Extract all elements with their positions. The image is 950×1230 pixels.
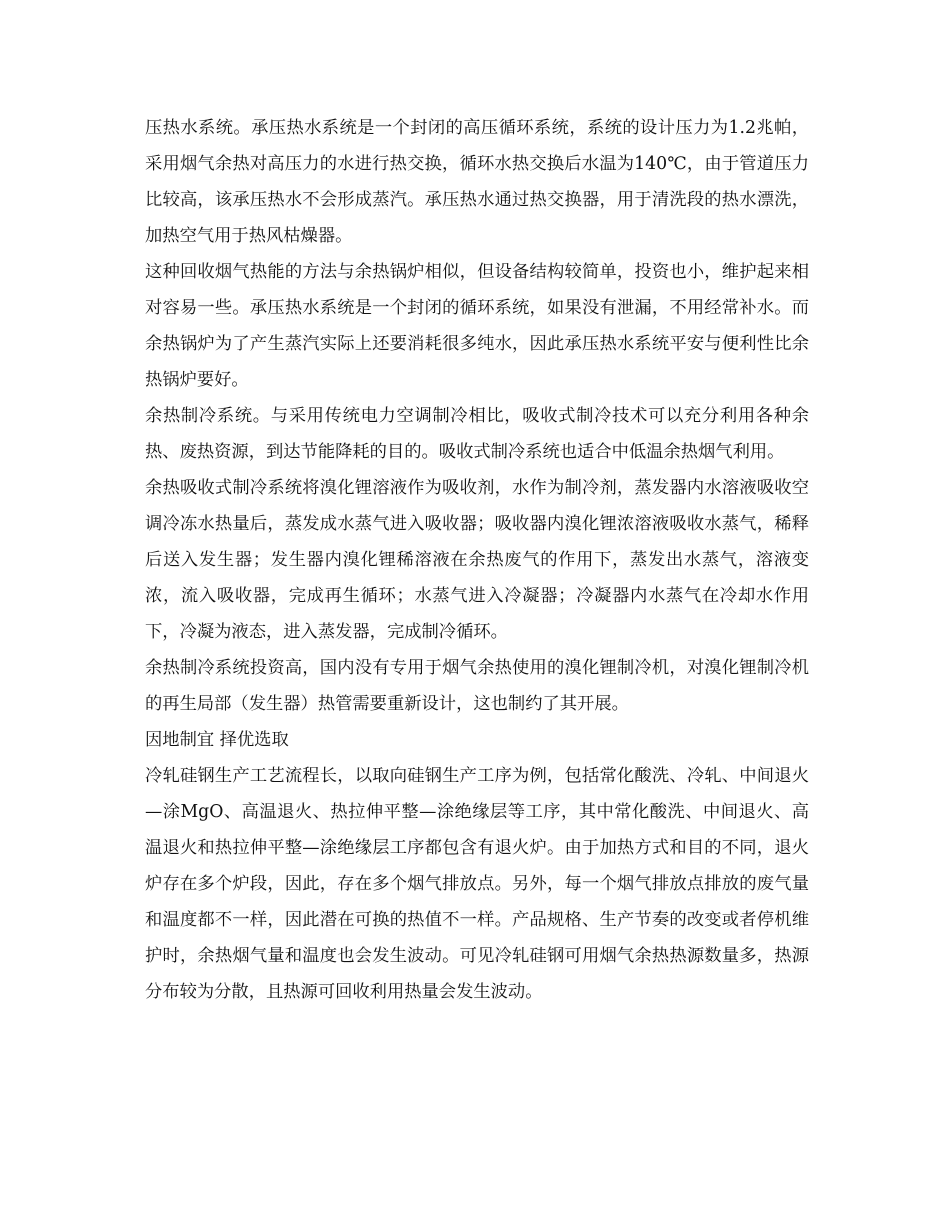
paragraph-cooling-investment: 余热制冷系统投资高，国内没有专用于烟气余热使用的溴化锂制冷机，对溴化锂制冷机的再生局部（发生器）热管需要重新设计，这也制约了其开展。 bbox=[145, 658, 809, 714]
paragraph-waste-heat-cooling: 余热制冷系统。与采用传统电力空调制冷相比，吸收式制冷技术可以充分利用各种余热、废热资源，到达节能降耗的目的。吸收式制冷系统也适合中低温余热烟气利用。 bbox=[145, 406, 809, 462]
paragraph-pressurized-hot-water: 压热水系统。承压热水系统是一个封闭的高压循环系统，系统的设计压力为1.2兆帕，采用烟气余热对高压力的水进行热交换，循环水热交换后水温为140℃，由于管道压力比较高，该承压热水不会形成蒸汽。承压热水通过热交换器，用于清洗段的热水漂洗，加热空气用于热风枯燥器。 bbox=[145, 118, 809, 246]
paragraph-heat-recovery-comparison: 这种回收烟气热能的方法与余热锅炉相似，但设备结构较简单，投资也小，维护起来相对容易一些。承压热水系统是一个封闭的循环系统，如果没有泄漏，不用经常补水。而余热锅炉为了产生蒸汽实际上还要消耗很多纯水，因此承压热水系统平安与便利性比余热锅炉要好。 bbox=[145, 262, 809, 390]
paragraph-silicon-steel-process: 冷轧硅钢生产工艺流程长，以取向硅钢生产工序为例，包括常化酸洗、冷轧、中间退火—涂MgO、高温退火、热拉伸平整—涂绝缘层等工序，其中常化酸洗、中间退火、高温退火和热拉伸平整—涂绝缘层工序都包含有退火炉。由于加热方式和目的不同，退火炉存在多个炉段，因此，存在多个烟气排放点。另外，每一个烟气排放点排放的废气量和温度都不一样，因此潜在可换的热值不一样。产品规格、生产节奏的改变或者停机维护时，余热烟气量和温度也会发生波动。可见冷轧硅钢可用烟气余热热源数量多，热源分布较为分散，且热源可回收利用热量会发生波动。 bbox=[145, 766, 809, 1002]
document-body bbox=[145, 110, 809, 1010]
paragraph-absorption-cycle: 余热吸收式制冷系统将溴化锂溶液作为吸收剂，水作为制冷剂，蒸发器内水溶液吸收空调冷冻水热量后，蒸发成水蒸气进入吸收器；吸收器内溴化锂浓溶液吸收水蒸气，稀释后送入发生器；发生器内溴化锂稀溶液在余热废气的作用下，蒸发出水蒸气，溶液变浓，流入吸收器，完成再生循环；水蒸气进入冷凝器；冷凝器内水蒸气在冷却水作用下，冷凝为液态，进入蒸发器，完成制冷循环。 bbox=[145, 478, 809, 642]
section-heading: 因地制宜 择优选取 bbox=[145, 730, 289, 750]
